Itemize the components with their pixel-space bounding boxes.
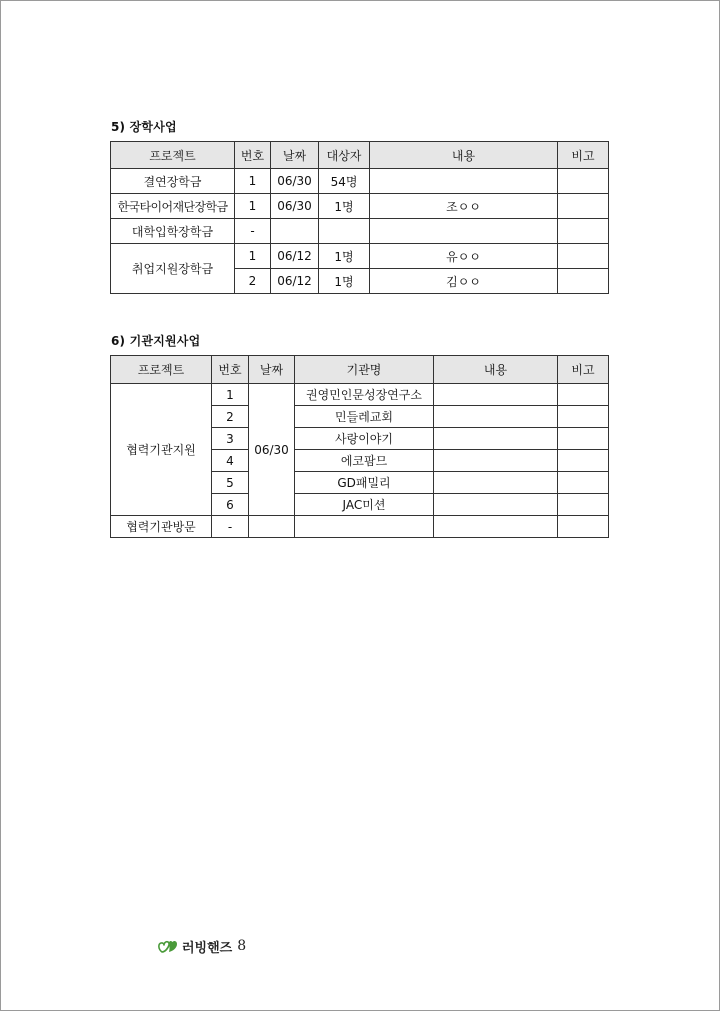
cell-date: 06/30 [271, 169, 319, 194]
cell-number: 1 [235, 194, 271, 219]
header-content: 내용 [370, 142, 558, 169]
cell-project: 대학입학장학금 [111, 219, 235, 244]
cell-date: 06/30 [271, 194, 319, 219]
heart-hands-logo-icon [157, 937, 179, 955]
cell-date [271, 219, 319, 244]
cell-project: 취업지원장학금 [111, 244, 235, 294]
cell-project: 한국타이어재단장학금 [111, 194, 235, 219]
page-number: 8 [237, 938, 247, 954]
cell-content [370, 169, 558, 194]
cell-note [558, 169, 609, 194]
cell-number: 4 [212, 450, 249, 472]
cell-note [558, 450, 609, 472]
cell-organization: 에코팜므 [295, 450, 434, 472]
cell-note [558, 269, 609, 294]
table-row [111, 194, 609, 219]
cell-note [558, 406, 609, 428]
header-project: 프로젝트 [111, 142, 235, 169]
header-date: 날짜 [271, 142, 319, 169]
cell-content: 김ㅇㅇ [370, 269, 558, 294]
cell-number: 6 [212, 494, 249, 516]
cell-content [434, 450, 558, 472]
cell-number: - [235, 219, 271, 244]
cell-organization [295, 516, 434, 538]
cell-content [434, 494, 558, 516]
cell-note [558, 384, 609, 406]
table-header-row [111, 356, 609, 384]
cell-organization: 민들레교회 [295, 406, 434, 428]
cell-number: 1 [212, 384, 249, 406]
cell-number: 1 [235, 244, 271, 269]
cell-note [558, 219, 609, 244]
page-footer [157, 935, 246, 957]
cell-content: 유ㅇㅇ [370, 244, 558, 269]
table-row [111, 384, 609, 406]
section-5-title: 5) 장학사업 [111, 120, 177, 134]
cell-project: 결연장학금 [111, 169, 235, 194]
cell-content [434, 384, 558, 406]
cell-date: 06/12 [271, 244, 319, 269]
header-project: 프로젝트 [111, 356, 212, 384]
header-number: 번호 [235, 142, 271, 169]
header-content: 내용 [434, 356, 558, 384]
cell-date [249, 516, 295, 538]
table-row [111, 169, 609, 194]
table-row [111, 219, 609, 244]
section-6-title: 6) 기관지원사업 [111, 334, 201, 348]
cell-number: 3 [212, 428, 249, 450]
cell-date-group: 06/30 [249, 384, 295, 516]
cell-note [558, 194, 609, 219]
cell-number: 1 [235, 169, 271, 194]
cell-content: 조ㅇㅇ [370, 194, 558, 219]
cell-target: 1명 [319, 269, 370, 294]
cell-number: 5 [212, 472, 249, 494]
cell-number: 2 [235, 269, 271, 294]
cell-project: 협력기관방문 [111, 516, 212, 538]
cell-content [434, 472, 558, 494]
cell-note [558, 472, 609, 494]
footer-brand: 러빙핸즈 [182, 940, 233, 956]
header-note: 비고 [558, 356, 609, 384]
cell-note [558, 516, 609, 538]
cell-organization: GD패밀리 [295, 472, 434, 494]
cell-organization: 권영민인문성장연구소 [295, 384, 434, 406]
header-date: 날짜 [249, 356, 295, 384]
cell-project-group: 협력기관지원 [111, 384, 212, 516]
cell-note [558, 494, 609, 516]
cell-target: 54명 [319, 169, 370, 194]
cell-content [434, 516, 558, 538]
cell-note [558, 244, 609, 269]
table-row [111, 244, 609, 269]
header-note: 비고 [558, 142, 609, 169]
cell-content [370, 219, 558, 244]
cell-target [319, 219, 370, 244]
cell-date: 06/12 [271, 269, 319, 294]
header-target: 대상자 [319, 142, 370, 169]
cell-organization: 사랑이야기 [295, 428, 434, 450]
cell-target: 1명 [319, 194, 370, 219]
cell-organization: JAC미션 [295, 494, 434, 516]
header-number: 번호 [212, 356, 249, 384]
cell-content [434, 428, 558, 450]
cell-note [558, 428, 609, 450]
cell-content [434, 406, 558, 428]
table-row [111, 516, 609, 538]
header-organization: 기관명 [295, 356, 434, 384]
institution-support-table [110, 355, 609, 538]
cell-number: 2 [212, 406, 249, 428]
table-header-row [111, 142, 609, 169]
cell-target: 1명 [319, 244, 370, 269]
scholarship-table [110, 141, 609, 294]
cell-number: - [212, 516, 249, 538]
